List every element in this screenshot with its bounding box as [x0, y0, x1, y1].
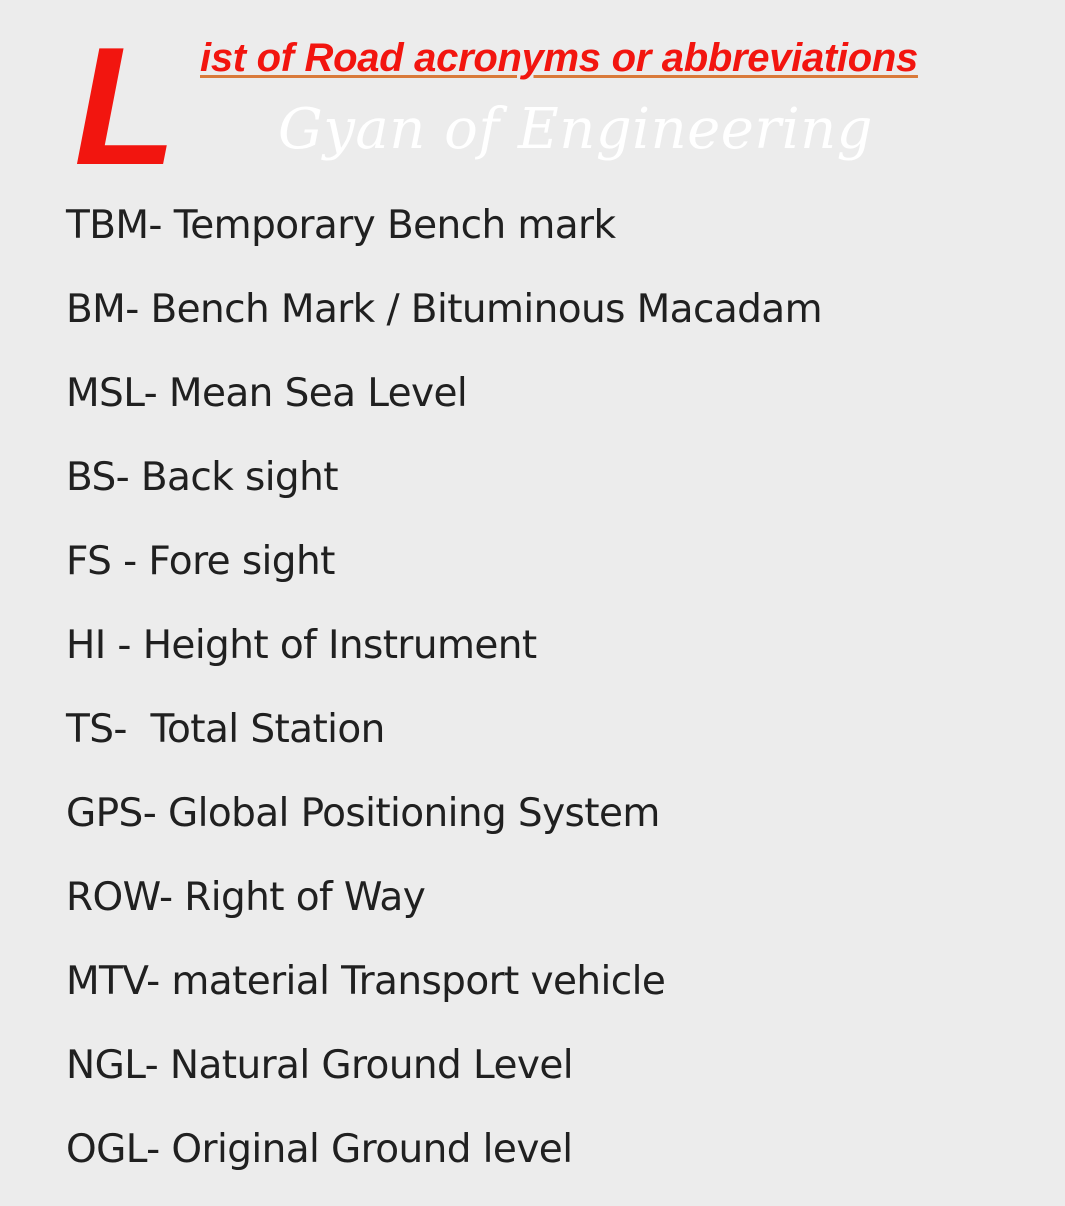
list-item: HI - Height of Instrument: [66, 623, 537, 668]
acronym-list: [66, 198, 822, 1206]
list-item: BS- Back sight: [66, 455, 338, 500]
page-title: ist of Road acronyms or abbreviations: [200, 36, 918, 80]
watermark-text: Gyan of Engineering: [278, 97, 874, 162]
list-item: TS- Total Station: [66, 707, 385, 752]
list-item: NGL- Natural Ground Level: [66, 1043, 573, 1088]
list-item: OGL- Original Ground level: [66, 1127, 573, 1172]
list-item: MSL- Mean Sea Level: [66, 371, 468, 416]
list-item: BM- Bench Mark / Bituminous Macadam: [66, 287, 822, 332]
list-item: ROW- Right of Way: [66, 875, 426, 920]
list-item: TBM- Temporary Bench mark: [66, 203, 616, 248]
list-item: FS - Fore sight: [66, 539, 335, 584]
list-item: MTV- material Transport vehicle: [66, 959, 666, 1004]
list-item: GPS- Global Positioning System: [66, 791, 660, 836]
drop-cap-letter: L: [74, 12, 177, 200]
